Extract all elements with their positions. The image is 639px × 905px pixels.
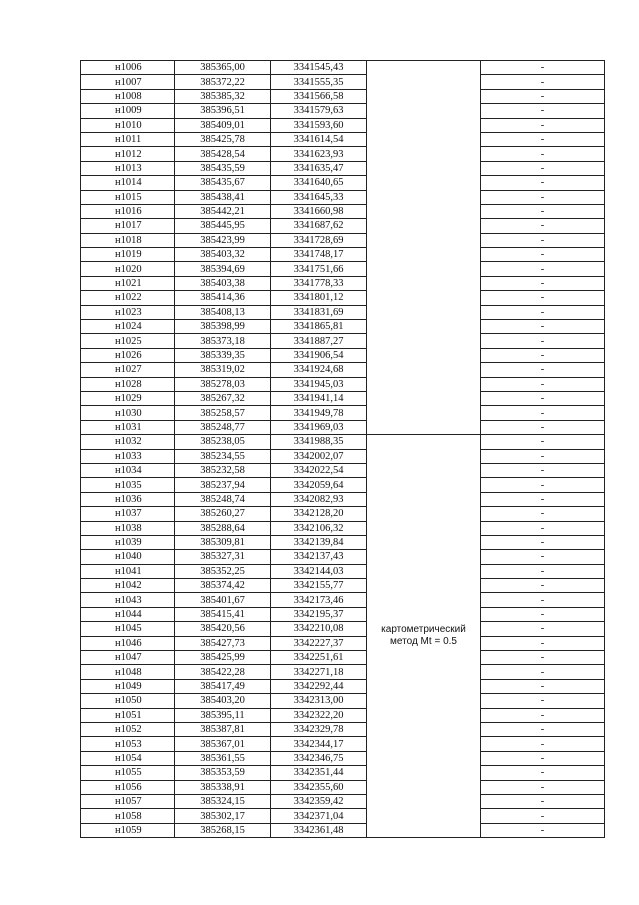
y-coordinate-cell: 3342292,44	[271, 679, 367, 693]
point-name-cell: н1016	[81, 204, 175, 218]
y-coordinate-cell: 3342344,17	[271, 737, 367, 751]
x-coordinate-cell: 385425,99	[175, 651, 271, 665]
point-name-cell: н1044	[81, 607, 175, 621]
mark-cell: -	[481, 190, 605, 204]
table-row	[81, 248, 605, 262]
mark-cell: -	[481, 722, 605, 736]
point-name-cell: н1022	[81, 291, 175, 305]
y-coordinate-cell: 3342059,64	[271, 478, 367, 492]
table-row	[81, 780, 605, 794]
point-name-cell: н1045	[81, 622, 175, 636]
table-row	[81, 161, 605, 175]
x-coordinate-cell: 385403,38	[175, 276, 271, 290]
table-row	[81, 622, 605, 636]
y-coordinate-cell: 3341545,43	[271, 61, 367, 75]
x-coordinate-cell: 385401,67	[175, 593, 271, 607]
mark-cell: -	[481, 593, 605, 607]
x-coordinate-cell: 385352,25	[175, 564, 271, 578]
y-coordinate-cell: 3342155,77	[271, 579, 367, 593]
x-coordinate-cell: 385408,13	[175, 305, 271, 319]
y-coordinate-cell: 3341623,93	[271, 147, 367, 161]
table-row	[81, 276, 605, 290]
point-name-cell: н1046	[81, 636, 175, 650]
x-coordinate-cell: 385319,02	[175, 363, 271, 377]
y-coordinate-cell: 3341941,14	[271, 391, 367, 405]
y-coordinate-cell: 3341566,58	[271, 89, 367, 103]
mark-cell: -	[481, 492, 605, 506]
point-name-cell: н1059	[81, 823, 175, 837]
mark-cell: -	[481, 766, 605, 780]
mark-cell: -	[481, 636, 605, 650]
mark-cell: -	[481, 780, 605, 794]
mark-cell: -	[481, 607, 605, 621]
point-name-cell: н1009	[81, 104, 175, 118]
y-coordinate-cell: 3341945,03	[271, 377, 367, 391]
mark-cell: -	[481, 118, 605, 132]
table-row	[81, 579, 605, 593]
x-coordinate-cell: 385248,74	[175, 492, 271, 506]
y-coordinate-cell: 3342355,60	[271, 780, 367, 794]
point-name-cell: н1033	[81, 449, 175, 463]
coordinates-table-body	[81, 61, 605, 838]
x-coordinate-cell: 385260,27	[175, 507, 271, 521]
y-coordinate-cell: 3341635,47	[271, 161, 367, 175]
x-coordinate-cell: 385339,35	[175, 348, 271, 362]
point-name-cell: н1037	[81, 507, 175, 521]
table-row	[81, 636, 605, 650]
mark-cell: -	[481, 521, 605, 535]
y-coordinate-cell: 3342313,00	[271, 694, 367, 708]
coordinates-table	[80, 60, 605, 838]
x-coordinate-cell: 385438,41	[175, 190, 271, 204]
point-name-cell: н1041	[81, 564, 175, 578]
mark-cell: -	[481, 751, 605, 765]
table-row	[81, 492, 605, 506]
point-name-cell: н1008	[81, 89, 175, 103]
mark-cell: -	[481, 463, 605, 477]
x-coordinate-cell: 385425,78	[175, 132, 271, 146]
y-coordinate-cell: 3342022,54	[271, 463, 367, 477]
x-coordinate-cell: 385232,58	[175, 463, 271, 477]
table-row	[81, 104, 605, 118]
table-row	[81, 449, 605, 463]
table-row	[81, 751, 605, 765]
x-coordinate-cell: 385374,42	[175, 579, 271, 593]
point-name-cell: н1028	[81, 377, 175, 391]
point-name-cell: н1006	[81, 61, 175, 75]
point-name-cell: н1057	[81, 794, 175, 808]
point-name-cell: н1011	[81, 132, 175, 146]
table-row	[81, 75, 605, 89]
mark-cell: -	[481, 507, 605, 521]
table-row	[81, 679, 605, 693]
x-coordinate-cell: 385302,17	[175, 809, 271, 823]
y-coordinate-cell: 3341555,35	[271, 75, 367, 89]
table-row	[81, 722, 605, 736]
mark-cell: -	[481, 535, 605, 549]
mark-cell: -	[481, 233, 605, 247]
x-coordinate-cell: 385428,54	[175, 147, 271, 161]
x-coordinate-cell: 385258,57	[175, 406, 271, 420]
table-row	[81, 607, 605, 621]
point-name-cell: н1032	[81, 435, 175, 449]
x-coordinate-cell: 385435,59	[175, 161, 271, 175]
point-name-cell: н1056	[81, 780, 175, 794]
y-coordinate-cell: 3341614,54	[271, 132, 367, 146]
table-row	[81, 132, 605, 146]
y-coordinate-cell: 3342137,43	[271, 550, 367, 564]
y-coordinate-cell: 3342251,61	[271, 651, 367, 665]
mark-cell: -	[481, 694, 605, 708]
mark-cell: -	[481, 665, 605, 679]
y-coordinate-cell: 3342144,03	[271, 564, 367, 578]
y-coordinate-cell: 3342082,93	[271, 492, 367, 506]
table-row	[81, 348, 605, 362]
method-label-line2: метод Mt = 0.5	[390, 636, 457, 648]
mark-cell: -	[481, 564, 605, 578]
mark-cell: -	[481, 363, 605, 377]
point-name-cell: н1020	[81, 262, 175, 276]
table-row	[81, 651, 605, 665]
table-row	[81, 823, 605, 837]
mark-cell: -	[481, 219, 605, 233]
mark-cell: -	[481, 248, 605, 262]
table-row	[81, 291, 605, 305]
mark-cell: -	[481, 161, 605, 175]
method-cell-empty	[367, 61, 481, 435]
mark-cell: -	[481, 420, 605, 434]
table-row	[81, 377, 605, 391]
x-coordinate-cell: 385234,55	[175, 449, 271, 463]
table-row	[81, 478, 605, 492]
y-coordinate-cell: 3341728,69	[271, 233, 367, 247]
y-coordinate-cell: 3341645,33	[271, 190, 367, 204]
table-row	[81, 550, 605, 564]
x-coordinate-cell: 385372,22	[175, 75, 271, 89]
x-coordinate-cell: 385442,21	[175, 204, 271, 218]
table-row	[81, 262, 605, 276]
table-row	[81, 334, 605, 348]
y-coordinate-cell: 3342002,07	[271, 449, 367, 463]
x-coordinate-cell: 385415,41	[175, 607, 271, 621]
x-coordinate-cell: 385248,77	[175, 420, 271, 434]
y-coordinate-cell: 3342322,20	[271, 708, 367, 722]
mark-cell: -	[481, 147, 605, 161]
y-coordinate-cell: 3341751,66	[271, 262, 367, 276]
mark-cell: -	[481, 377, 605, 391]
table-row	[81, 204, 605, 218]
mark-cell: -	[481, 708, 605, 722]
mark-cell: -	[481, 579, 605, 593]
mark-cell: -	[481, 320, 605, 334]
table-row	[81, 363, 605, 377]
y-coordinate-cell: 3341640,65	[271, 176, 367, 190]
mark-cell: -	[481, 550, 605, 564]
x-coordinate-cell: 385409,01	[175, 118, 271, 132]
y-coordinate-cell: 3342106,32	[271, 521, 367, 535]
point-name-cell: н1042	[81, 579, 175, 593]
y-coordinate-cell: 3341865,81	[271, 320, 367, 334]
point-name-cell: н1017	[81, 219, 175, 233]
x-coordinate-cell: 385435,67	[175, 176, 271, 190]
method-label-line1: картометрический	[381, 624, 466, 636]
table-row	[81, 809, 605, 823]
mark-cell: -	[481, 679, 605, 693]
point-name-cell: н1051	[81, 708, 175, 722]
mark-cell: -	[481, 737, 605, 751]
point-name-cell: н1052	[81, 722, 175, 736]
mark-cell: -	[481, 449, 605, 463]
point-name-cell: н1048	[81, 665, 175, 679]
mark-cell: -	[481, 406, 605, 420]
x-coordinate-cell: 385267,32	[175, 391, 271, 405]
y-coordinate-cell: 3342359,42	[271, 794, 367, 808]
x-coordinate-cell: 385309,81	[175, 535, 271, 549]
x-coordinate-cell: 385423,99	[175, 233, 271, 247]
y-coordinate-cell: 3341748,17	[271, 248, 367, 262]
table-row	[81, 89, 605, 103]
x-coordinate-cell: 385387,81	[175, 722, 271, 736]
table-row	[81, 694, 605, 708]
table-row	[81, 766, 605, 780]
y-coordinate-cell: 3341660,98	[271, 204, 367, 218]
y-coordinate-cell: 3342346,75	[271, 751, 367, 765]
y-coordinate-cell: 3342361,48	[271, 823, 367, 837]
x-coordinate-cell: 385396,51	[175, 104, 271, 118]
y-coordinate-cell: 3341969,03	[271, 420, 367, 434]
point-name-cell: н1047	[81, 651, 175, 665]
y-coordinate-cell: 3341687,62	[271, 219, 367, 233]
x-coordinate-cell: 385398,99	[175, 320, 271, 334]
method-cell	[367, 435, 481, 838]
x-coordinate-cell: 385288,64	[175, 521, 271, 535]
mark-cell: -	[481, 305, 605, 319]
table-row	[81, 708, 605, 722]
y-coordinate-cell: 3342271,18	[271, 665, 367, 679]
table-row	[81, 593, 605, 607]
table-row	[81, 190, 605, 204]
y-coordinate-cell: 3342195,37	[271, 607, 367, 621]
point-name-cell: н1029	[81, 391, 175, 405]
y-coordinate-cell: 3342173,46	[271, 593, 367, 607]
x-coordinate-cell: 385278,03	[175, 377, 271, 391]
table-row	[81, 535, 605, 549]
y-coordinate-cell: 3342210,08	[271, 622, 367, 636]
table-row	[81, 305, 605, 319]
table-row	[81, 564, 605, 578]
x-coordinate-cell: 385353,59	[175, 766, 271, 780]
point-name-cell: н1050	[81, 694, 175, 708]
point-name-cell: н1007	[81, 75, 175, 89]
mark-cell: -	[481, 89, 605, 103]
table-row	[81, 61, 605, 75]
point-name-cell: н1030	[81, 406, 175, 420]
x-coordinate-cell: 385238,05	[175, 435, 271, 449]
point-name-cell: н1013	[81, 161, 175, 175]
mark-cell: -	[481, 75, 605, 89]
table-row	[81, 118, 605, 132]
point-name-cell: н1012	[81, 147, 175, 161]
table-row	[81, 406, 605, 420]
mark-cell: -	[481, 334, 605, 348]
y-coordinate-cell: 3341778,33	[271, 276, 367, 290]
y-coordinate-cell: 3341887,27	[271, 334, 367, 348]
mark-cell: -	[481, 204, 605, 218]
mark-cell: -	[481, 809, 605, 823]
y-coordinate-cell: 3341988,35	[271, 435, 367, 449]
point-name-cell: н1026	[81, 348, 175, 362]
point-name-cell: н1034	[81, 463, 175, 477]
table-row	[81, 233, 605, 247]
y-coordinate-cell: 3342128,20	[271, 507, 367, 521]
point-name-cell: н1055	[81, 766, 175, 780]
y-coordinate-cell: 3342139,84	[271, 535, 367, 549]
x-coordinate-cell: 385403,32	[175, 248, 271, 262]
y-coordinate-cell: 3341579,63	[271, 104, 367, 118]
point-name-cell: н1015	[81, 190, 175, 204]
point-name-cell: н1018	[81, 233, 175, 247]
point-name-cell: н1058	[81, 809, 175, 823]
x-coordinate-cell: 385373,18	[175, 334, 271, 348]
x-coordinate-cell: 385394,69	[175, 262, 271, 276]
y-coordinate-cell: 3342329,78	[271, 722, 367, 736]
x-coordinate-cell: 385414,36	[175, 291, 271, 305]
table-row	[81, 521, 605, 535]
table-row	[81, 147, 605, 161]
table-row	[81, 463, 605, 477]
y-coordinate-cell: 3341924,68	[271, 363, 367, 377]
point-name-cell: н1039	[81, 535, 175, 549]
x-coordinate-cell: 385422,28	[175, 665, 271, 679]
table-row	[81, 794, 605, 808]
mark-cell: -	[481, 291, 605, 305]
y-coordinate-cell: 3341593,60	[271, 118, 367, 132]
mark-cell: -	[481, 176, 605, 190]
x-coordinate-cell: 385367,01	[175, 737, 271, 751]
mark-cell: -	[481, 478, 605, 492]
y-coordinate-cell: 3341949,78	[271, 406, 367, 420]
table-row	[81, 665, 605, 679]
point-name-cell: н1036	[81, 492, 175, 506]
point-name-cell: н1054	[81, 751, 175, 765]
mark-cell: -	[481, 348, 605, 362]
mark-cell: -	[481, 794, 605, 808]
x-coordinate-cell: 385445,95	[175, 219, 271, 233]
mark-cell: -	[481, 391, 605, 405]
y-coordinate-cell: 3342351,44	[271, 766, 367, 780]
table-row	[81, 420, 605, 434]
point-name-cell: н1040	[81, 550, 175, 564]
table-row	[81, 176, 605, 190]
y-coordinate-cell: 3341801,12	[271, 291, 367, 305]
point-name-cell: н1014	[81, 176, 175, 190]
point-name-cell: н1035	[81, 478, 175, 492]
mark-cell: -	[481, 262, 605, 276]
x-coordinate-cell: 385403,20	[175, 694, 271, 708]
point-name-cell: н1027	[81, 363, 175, 377]
point-name-cell: н1024	[81, 320, 175, 334]
x-coordinate-cell: 385268,15	[175, 823, 271, 837]
x-coordinate-cell: 385395,11	[175, 708, 271, 722]
mark-cell: -	[481, 132, 605, 146]
point-name-cell: н1038	[81, 521, 175, 535]
x-coordinate-cell: 385361,55	[175, 751, 271, 765]
table-row	[81, 507, 605, 521]
mark-cell: -	[481, 823, 605, 837]
x-coordinate-cell: 385327,31	[175, 550, 271, 564]
table-row	[81, 320, 605, 334]
x-coordinate-cell: 385237,94	[175, 478, 271, 492]
point-name-cell: н1010	[81, 118, 175, 132]
point-name-cell: н1031	[81, 420, 175, 434]
point-name-cell: н1021	[81, 276, 175, 290]
x-coordinate-cell: 385420,56	[175, 622, 271, 636]
x-coordinate-cell: 385365,00	[175, 61, 271, 75]
point-name-cell: н1043	[81, 593, 175, 607]
mark-cell: -	[481, 435, 605, 449]
y-coordinate-cell: 3342227,37	[271, 636, 367, 650]
mark-cell: -	[481, 651, 605, 665]
table-row	[81, 219, 605, 233]
table-row	[81, 737, 605, 751]
x-coordinate-cell: 385338,91	[175, 780, 271, 794]
mark-cell: -	[481, 622, 605, 636]
y-coordinate-cell: 3341906,54	[271, 348, 367, 362]
x-coordinate-cell: 385324,15	[175, 794, 271, 808]
point-name-cell: н1049	[81, 679, 175, 693]
y-coordinate-cell: 3341831,69	[271, 305, 367, 319]
y-coordinate-cell: 3342371,04	[271, 809, 367, 823]
x-coordinate-cell: 385417,49	[175, 679, 271, 693]
table-row	[81, 435, 605, 449]
point-name-cell: н1025	[81, 334, 175, 348]
point-name-cell: н1019	[81, 248, 175, 262]
table-row	[81, 391, 605, 405]
point-name-cell: н1053	[81, 737, 175, 751]
x-coordinate-cell: 385427,73	[175, 636, 271, 650]
mark-cell: -	[481, 61, 605, 75]
x-coordinate-cell: 385385,32	[175, 89, 271, 103]
mark-cell: -	[481, 276, 605, 290]
point-name-cell: н1023	[81, 305, 175, 319]
mark-cell: -	[481, 104, 605, 118]
